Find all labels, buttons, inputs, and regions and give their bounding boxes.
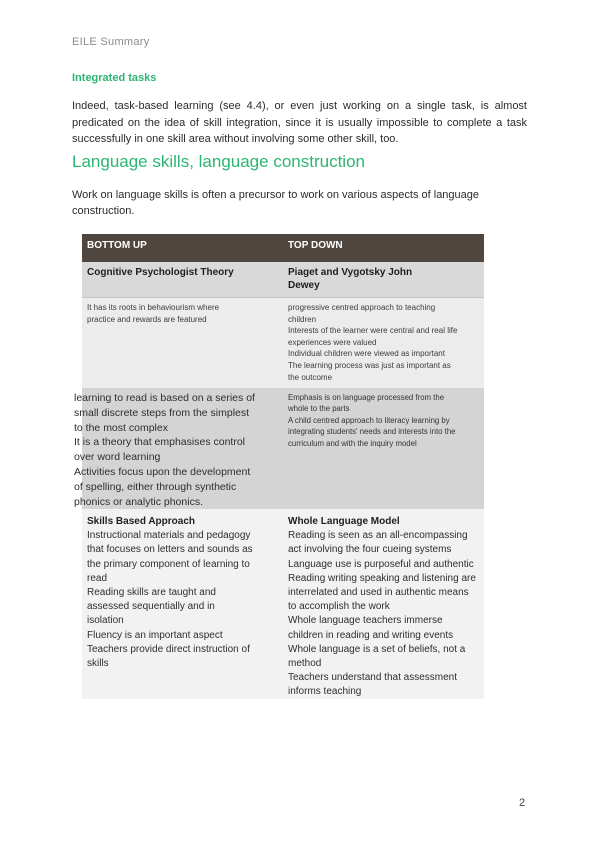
skills-line: the primary component of learning to (87, 558, 250, 570)
table-header-row (82, 234, 484, 262)
roots-right-line: Interests of the learner were central and real life (288, 326, 458, 336)
learning-right-line: integrating students' needs and interests into the (288, 427, 456, 437)
section-paragraph: Work on language skills is often a precursor to work on various aspects of language construction. (72, 189, 480, 217)
roots-right-line: Individual children were viewed as important (288, 349, 445, 359)
learning-right-line: A child centred approach to literacy learning by (288, 415, 450, 425)
skills-line: Reading skills are taught and (87, 587, 216, 599)
integrated-tasks-paragraph: Indeed, task-based learning (see 4.4), or even just working on a single task, is almost predicated on the idea of skill integration, since it is usually impossible to complete a task successfully in one skill area without involving some other skill, too. (72, 100, 527, 145)
table-row (82, 509, 484, 699)
page-number: 2 (519, 797, 526, 809)
whole-language-line: Reading is seen as an all-encompassing (288, 530, 468, 542)
whole-language-line: Teachers understand that assessment (288, 672, 457, 684)
roots-right-line: the outcome (288, 372, 333, 382)
skills-line: that focuses on letters and sounds as (87, 544, 253, 556)
skills-line: Fluency is an important aspect (87, 629, 223, 641)
learning-right (283, 389, 484, 509)
integrated-tasks-heading: Integrated tasks (72, 72, 157, 84)
document-header: EILE Summary (72, 36, 150, 48)
theory-right-line: Dewey (288, 280, 320, 291)
header-bottom-up: BOTTOM UP (87, 240, 147, 251)
skills-line: Instructional materials and pedagogy (87, 530, 251, 542)
theory-right-line: Piaget and Vygotsky John (288, 267, 413, 278)
roots-right (283, 298, 484, 388)
roots-left-line: practice and rewards are featured (87, 314, 207, 324)
roots-right-line: progressive centred approach to teaching (288, 303, 436, 312)
whole-language-line: children in reading and writing events (288, 629, 454, 641)
learning-left-line: small discrete steps from the simplest (74, 406, 250, 419)
whole-language-line: interrelated and used in authentic means (288, 587, 469, 599)
roots-left (82, 298, 283, 388)
skills-line: assessed sequentially and in (87, 601, 215, 613)
learning-left-line: Activities focus upon the development (74, 465, 251, 478)
skills-line: isolation (87, 615, 124, 627)
theory-right (283, 262, 484, 297)
skills-line: skills (87, 658, 109, 670)
roots-right-line: children (288, 314, 317, 324)
header-top-down: TOP DOWN (288, 240, 343, 251)
learning-left-line: It is a theory that emphasises control (74, 436, 245, 449)
skills-based-title: Skills Based Approach (87, 516, 195, 527)
table-row (74, 389, 484, 509)
roots-left-line: It has its roots in behaviourism where (87, 303, 220, 312)
whole-language-line: Reading writing speaking and listening are (288, 572, 476, 584)
learning-right-line: Emphasis is on language processed from the (288, 393, 445, 402)
learning-left-line: learning to read is based on a series of (74, 392, 255, 404)
whole-language-line: informs teaching (288, 686, 362, 698)
whole-language-model (283, 509, 484, 699)
whole-language-line: to accomplish the work (288, 601, 390, 613)
skills-line: read (87, 572, 108, 584)
whole-language-title: Whole Language Model (288, 516, 400, 527)
comparison-table (74, 234, 484, 699)
learning-left-line: of spelling, either through synthetic (74, 480, 237, 493)
whole-language-line: act involving the four cueing systems (288, 544, 452, 556)
learning-right-line: whole to the parts (288, 404, 350, 414)
skills-line: Teachers provide direct instruction of (87, 643, 250, 655)
section-title: Language skills, language construction (72, 152, 365, 171)
whole-language-line: Whole language is a set of beliefs, not a (288, 643, 466, 655)
skills-based-approach (82, 509, 283, 699)
whole-language-line: method (288, 658, 322, 670)
table-row (82, 262, 484, 298)
whole-language-line: Whole language teachers immerse (288, 615, 443, 627)
learning-left-line: to the most complex (74, 421, 168, 434)
roots-right-line: The learning process was just as important as (288, 360, 451, 370)
learning-right-line: curriculum and with the inquiry model (288, 438, 417, 448)
learning-left-line: phonics or analytic phonics. (74, 495, 203, 508)
learning-left-line: over word learning (74, 451, 161, 464)
whole-language-line: Language use is purposeful and authentic (288, 558, 474, 570)
table-row (82, 298, 484, 389)
theory-left: Cognitive Psychologist Theory (87, 267, 234, 278)
learning-left (74, 389, 283, 509)
roots-right-line: experiences were valued (288, 337, 377, 347)
